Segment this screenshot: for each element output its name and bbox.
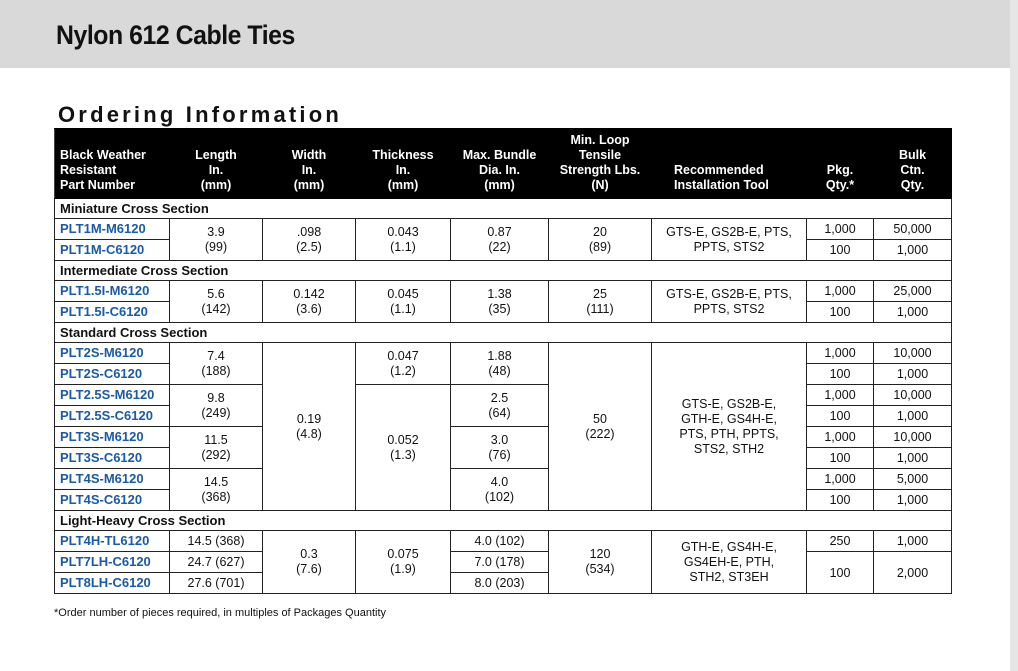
part-number-link[interactable]: PLT4H-TL6120 [55, 531, 170, 552]
col-header-width: Width In. (mm) [263, 129, 356, 199]
bulk-qty-cell: 2,000 [874, 552, 952, 594]
page-title: Nylon 612 Cable Ties [56, 20, 295, 50]
part-number-link[interactable]: PLT1M-M6120 [55, 219, 170, 240]
thickness-cell: 0.047 (1.2) [356, 343, 451, 385]
length-cell: 14.5 (368) [170, 469, 263, 511]
page-edge [1010, 0, 1018, 671]
col-header-bundle: Max. Bundle Dia. In. (mm) [451, 129, 549, 199]
tensile-cell: 25 (111) [549, 281, 652, 323]
section-row [55, 199, 952, 219]
part-number-link[interactable]: PLT8LH-C6120 [55, 573, 170, 594]
tool-cell: GTH-E, GS4H-E, GS4EH-E, PTH, STH2, ST3EH [652, 531, 807, 594]
thickness-cell: 0.075 (1.9) [356, 531, 451, 594]
length-cell: 27.6 (701) [170, 573, 263, 594]
bulk-qty-cell: 1,000 [874, 406, 952, 427]
bulk-qty-cell: 50,000 [874, 219, 952, 240]
part-number-link[interactable]: PLT2.5S-C6120 [55, 406, 170, 427]
pkg-qty-cell: 250 [807, 531, 874, 552]
col-header-tensile: Min. Loop Tensile Strength Lbs. (N) [549, 129, 652, 199]
header-row [55, 129, 952, 199]
part-number-link[interactable]: PLT2S-C6120 [55, 364, 170, 385]
bulk-qty-cell: 1,000 [874, 302, 952, 323]
pkg-qty-cell: 1,000 [807, 219, 874, 240]
pkg-qty-cell: 100 [807, 448, 874, 469]
bundle-cell: 1.88 (48) [451, 343, 549, 385]
section-row [55, 511, 952, 531]
bulk-qty-cell: 10,000 [874, 385, 952, 406]
pkg-qty-cell: 100 [807, 552, 874, 594]
table-row [55, 531, 952, 552]
col-header-length: Length In. (mm) [170, 129, 263, 199]
width-cell: 0.142 (3.6) [263, 281, 356, 323]
table-row [55, 343, 952, 364]
part-number-link[interactable]: PLT1M-C6120 [55, 240, 170, 261]
col-header-bulk-qty: Bulk Ctn. Qty. [874, 129, 952, 199]
bundle-cell: 2.5 (64) [451, 385, 549, 427]
section-standard: Standard Cross Section [55, 323, 952, 343]
bulk-qty-cell: 1,000 [874, 240, 952, 261]
pkg-qty-cell: 1,000 [807, 385, 874, 406]
part-number-link[interactable]: PLT2S-M6120 [55, 343, 170, 364]
section-title: Ordering Information [58, 102, 342, 127]
bulk-qty-cell: 10,000 [874, 427, 952, 448]
part-number-link[interactable]: PLT3S-C6120 [55, 448, 170, 469]
part-number-link[interactable]: PLT4S-M6120 [55, 469, 170, 490]
thickness-cell: 0.052 (1.3) [356, 385, 451, 511]
bundle-cell: 8.0 (203) [451, 573, 549, 594]
bundle-cell: 1.38 (35) [451, 281, 549, 323]
length-cell: 5.6 (142) [170, 281, 263, 323]
part-number-link[interactable]: PLT1.5I-C6120 [55, 302, 170, 323]
width-cell: 0.19 (4.8) [263, 343, 356, 511]
col-header-thickness: Thickness In. (mm) [356, 129, 451, 199]
bundle-cell: 4.0 (102) [451, 531, 549, 552]
length-cell: 3.9 (99) [170, 219, 263, 261]
length-cell: 7.4 (188) [170, 343, 263, 385]
col-header-part-number: Black Weather Resistant Part Number [55, 129, 170, 199]
tool-cell: GTS-E, GS2B-E, PTS, PPTS, STS2 [652, 281, 807, 323]
tensile-cell: 50 (222) [549, 343, 652, 511]
bulk-qty-cell: 10,000 [874, 343, 952, 364]
bulk-qty-cell: 25,000 [874, 281, 952, 302]
thickness-cell: 0.045 (1.1) [356, 281, 451, 323]
table-row [55, 281, 952, 302]
pkg-qty-cell: 1,000 [807, 427, 874, 448]
table-row [55, 385, 952, 406]
pkg-qty-cell: 100 [807, 240, 874, 261]
bulk-qty-cell: 1,000 [874, 364, 952, 385]
bulk-qty-cell: 5,000 [874, 469, 952, 490]
col-header-pkg-qty: Pkg. Qty.* [807, 129, 874, 199]
bundle-cell: 0.87 (22) [451, 219, 549, 261]
footnote: *Order number of pieces required, in multiples of Packages Quantity [54, 607, 386, 619]
bundle-cell: 4.0 (102) [451, 469, 549, 511]
length-cell: 9.8 (249) [170, 385, 263, 427]
bulk-qty-cell: 1,000 [874, 531, 952, 552]
section-light-heavy: Light-Heavy Cross Section [55, 511, 952, 531]
col-header-tool: Recommended Installation Tool [652, 129, 807, 199]
length-cell: 11.5 (292) [170, 427, 263, 469]
width-cell: 0.3 (7.6) [263, 531, 356, 594]
table-row [55, 469, 952, 490]
tensile-cell: 120 (534) [549, 531, 652, 594]
tool-cell: GTS-E, GS2B-E, GTH-E, GS4H-E, PTS, PTH, PPTS, STS2, STH2 [652, 343, 807, 511]
bulk-qty-cell: 1,000 [874, 490, 952, 511]
tensile-cell: 20 (89) [549, 219, 652, 261]
section-row [55, 323, 952, 343]
tool-cell: GTS-E, GS2B-E, PTS, PPTS, STS2 [652, 219, 807, 261]
section-intermediate: Intermediate Cross Section [55, 261, 952, 281]
length-cell: 24.7 (627) [170, 552, 263, 573]
table-row [55, 219, 952, 240]
part-number-link[interactable]: PLT3S-M6120 [55, 427, 170, 448]
part-number-link[interactable]: PLT4S-C6120 [55, 490, 170, 511]
width-cell: .098 (2.5) [263, 219, 356, 261]
table-row [55, 552, 952, 573]
part-number-link[interactable]: PLT1.5I-M6120 [55, 281, 170, 302]
section-miniature: Miniature Cross Section [55, 199, 952, 219]
ordering-table [54, 128, 952, 594]
part-number-link[interactable]: PLT7LH-C6120 [55, 552, 170, 573]
pkg-qty-cell: 100 [807, 406, 874, 427]
pkg-qty-cell: 1,000 [807, 281, 874, 302]
thickness-cell: 0.043 (1.1) [356, 219, 451, 261]
pkg-qty-cell: 1,000 [807, 343, 874, 364]
bulk-qty-cell: 1,000 [874, 448, 952, 469]
section-row [55, 261, 952, 281]
table-row [55, 427, 952, 448]
length-cell: 14.5 (368) [170, 531, 263, 552]
bundle-cell: 3.0 (76) [451, 427, 549, 469]
bundle-cell: 7.0 (178) [451, 552, 549, 573]
pkg-qty-cell: 1,000 [807, 469, 874, 490]
pkg-qty-cell: 100 [807, 302, 874, 323]
pkg-qty-cell: 100 [807, 364, 874, 385]
pkg-qty-cell: 100 [807, 490, 874, 511]
part-number-link[interactable]: PLT2.5S-M6120 [55, 385, 170, 406]
